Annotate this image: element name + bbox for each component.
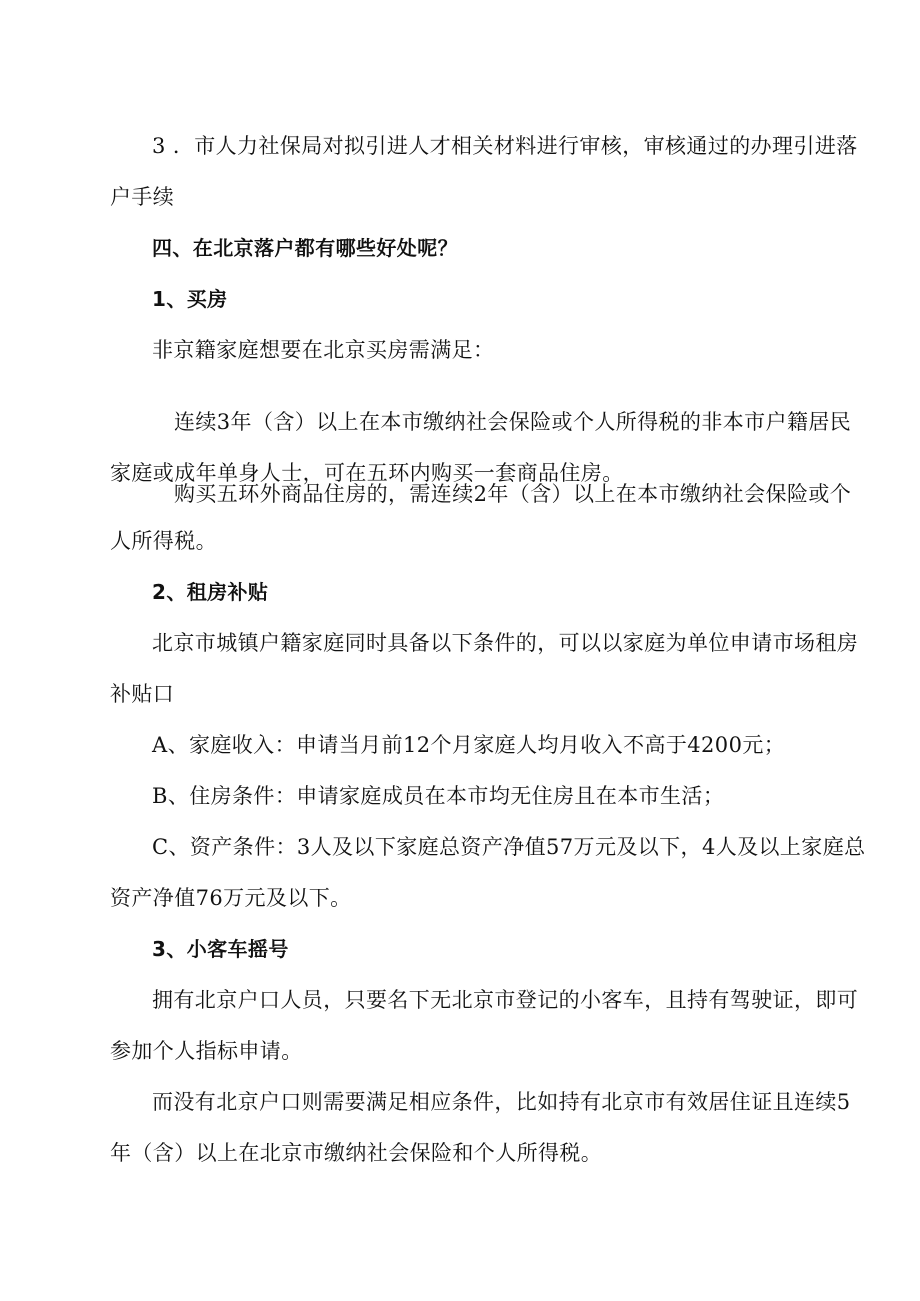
- section-heading-benefits: 四、在北京落户都有哪些好处呢？: [152, 236, 458, 260]
- condition-b-housing: B、住房条件：申请家庭成员在本市均无住房且在本市生活；: [152, 784, 725, 808]
- paragraph-rent-subsidy-line-2: 补贴口: [110, 682, 175, 706]
- paragraph-buy-house-intro: 非京籍家庭想要在北京买房需满足：: [152, 338, 495, 362]
- paragraph-outer-ring-line-2: 人所得税。: [110, 529, 217, 553]
- paragraph-rent-subsidy-line-1: 北京市城镇户籍家庭同时具备以下条件的，可以以家庭为单位申请市场租房: [152, 631, 859, 655]
- condition-a-income: A、家庭收入：申请当月前12个月家庭人均月收入不高于4200元；: [152, 733, 786, 757]
- paragraph-car-lottery-line-2: 参加个人指标申请。: [110, 1039, 303, 1063]
- paragraph-step-3-line-1: 3 ．市人力社保局对拟引进人才相关材料进行审核，审核通过的办理引进落: [152, 134, 858, 158]
- paragraph-step-3-line-2: 户手续: [110, 185, 175, 209]
- condition-c-assets-line-1: C、资产条件：3人及以下家庭总资产净值57万元及以下，4人及以上家庭总: [152, 835, 866, 859]
- subheading-buy-house: 1、买房: [152, 287, 228, 311]
- paragraph-non-hukou-line-1: 而没有北京户口则需要满足相应条件，比如持有北京市有效居住证且连续5: [152, 1090, 851, 1114]
- paragraph-car-lottery-line-1: 拥有北京户口人员，只要名下无北京市登记的小客车，且持有驾驶证，即可: [152, 988, 859, 1012]
- condition-c-assets-line-2: 资产净值76万元及以下。: [110, 886, 352, 910]
- subheading-rent-subsidy: 2、租房补贴: [152, 580, 269, 604]
- subheading-car-lottery: 3、小客车摇号: [152, 937, 289, 961]
- paragraph-outer-ring-line-1: 购买五环外商品住房的，需连续2年（含）以上在本市缴纳社会保险或个: [174, 482, 852, 506]
- paragraph-inner-ring-line-2: 家庭或成年单身人士，可在五环内购买一套商品住房。: [110, 461, 624, 485]
- paragraph-non-hukou-line-2: 年（含）以上在北京市缴纳社会保险和个人所得税。: [110, 1141, 603, 1165]
- paragraph-inner-ring-line-1: 连续3年（含）以上在本市缴纳社会保险或个人所得税的非本市户籍居民: [174, 410, 852, 434]
